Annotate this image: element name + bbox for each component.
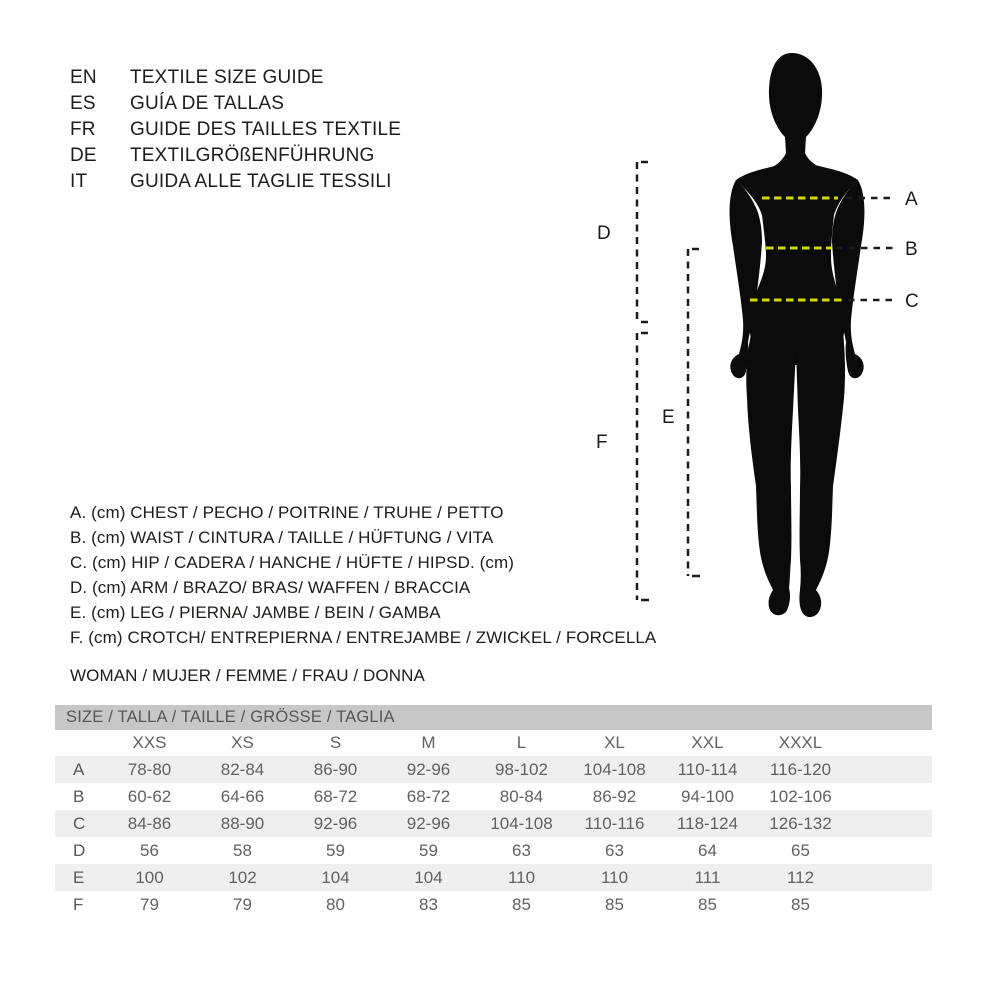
table-cell: 86-92	[592, 786, 637, 806]
language-code: EN	[70, 67, 97, 88]
legend-hip: C. (cm) HIP / CADERA / HANCHE / HÜFTE / HIPSD. (cm)	[70, 553, 514, 572]
row-label: C	[73, 813, 86, 833]
table-cell: 83	[419, 894, 438, 914]
language-row	[70, 169, 401, 195]
table-cell: 56	[140, 840, 159, 860]
size-column-header: XXXL	[778, 733, 823, 752]
leg-label: E	[662, 407, 675, 428]
table-cell: 102	[228, 867, 257, 887]
table-cell: 59	[419, 840, 438, 860]
table-cell: 92-96	[313, 813, 358, 833]
table-cell: 68-72	[406, 786, 451, 806]
waist-label: B	[905, 239, 918, 260]
language-code: ES	[70, 93, 96, 114]
table-cell: 104	[321, 867, 350, 887]
language-title: GUIDE DES TAILLES TEXTILE	[130, 119, 402, 140]
language-row	[70, 143, 401, 169]
table-cell: 85	[698, 894, 717, 914]
table-cell: 64	[698, 840, 717, 860]
table-row-hip	[55, 810, 932, 837]
size-table	[55, 705, 932, 918]
table-row-waist	[55, 783, 932, 810]
legend-arm: D. (cm) ARM / BRAZO/ BRAS/ WAFFEN / BRACCIA	[70, 578, 471, 597]
table-cell: 98-102	[495, 759, 548, 779]
language-row	[70, 65, 401, 91]
table-cell: 92-96	[406, 759, 451, 779]
table-cell: 94-100	[681, 786, 734, 806]
table-cell: 110	[507, 867, 536, 887]
table-cell: 84-86	[127, 813, 172, 833]
size-column-header: XS	[231, 733, 254, 752]
table-cell: 79	[140, 894, 159, 914]
table-cell: 68-72	[313, 786, 358, 806]
legend-leg: E. (cm) LEG / PIERNA/ JAMBE / BEIN / GAMBA	[70, 603, 441, 622]
table-cell: 118-124	[676, 813, 739, 833]
table-cell: 110-114	[677, 759, 738, 779]
table-cell: 111	[694, 867, 721, 887]
silhouette-head	[766, 53, 826, 170]
table-cell: 63	[605, 840, 624, 860]
arm-label: D	[597, 223, 611, 244]
silhouette-legs	[746, 322, 845, 617]
woman-silhouette-icon	[730, 53, 865, 617]
table-cell: 85	[512, 894, 531, 914]
table-cell: 100	[135, 867, 164, 887]
language-title: TEXTILE SIZE GUIDE	[130, 67, 324, 88]
table-cell: 92-96	[406, 813, 451, 833]
table-cell: 88-90	[220, 813, 265, 833]
size-column-header: XXS	[132, 733, 167, 752]
language-row	[70, 91, 401, 117]
table-row-chest	[55, 756, 932, 783]
table-cell: 82-84	[220, 759, 265, 779]
table-cell: 65	[791, 840, 810, 860]
legend-crotch: F. (cm) CROTCH/ ENTREPIERNA / ENTREJAMBE / ZWICKEL / FORCELLA	[70, 628, 657, 647]
table-cell: 104-108	[490, 813, 553, 833]
size-column-header: S	[329, 733, 342, 752]
table-cell: 60-62	[127, 786, 172, 806]
language-title-list	[70, 65, 401, 195]
language-code: FR	[70, 119, 96, 140]
table-cell: 59	[326, 840, 345, 860]
language-title: GUÍA DE TALLAS	[130, 93, 285, 114]
row-label: A	[73, 759, 85, 779]
table-cell: 112	[786, 867, 815, 887]
row-label: D	[73, 840, 86, 860]
hip-label: C	[905, 291, 919, 312]
table-cell: 64-66	[220, 786, 265, 806]
crotch-label: F	[596, 432, 608, 453]
measurement-legend	[70, 500, 656, 650]
table-cell: 63	[512, 840, 531, 860]
legend-waist: B. (cm) WAIST / CINTURA / TAILLE / HÜFTUNG / VITA	[70, 528, 494, 547]
language-title: TEXTILGRÖßENFÜHRUNG	[130, 145, 375, 166]
table-row-arm	[55, 837, 932, 864]
chest-label: A	[905, 189, 918, 210]
table-cell: 110-116	[584, 813, 645, 833]
size-column-header: XL	[604, 733, 625, 752]
legend-chest: A. (cm) CHEST / PECHO / POITRINE / TRUHE / PETTO	[70, 503, 504, 522]
language-code: DE	[70, 145, 97, 166]
size-column-header: M	[421, 733, 436, 752]
table-cell: 79	[233, 894, 252, 914]
table-row-leg	[55, 864, 932, 891]
table-cell: 102-106	[769, 786, 832, 806]
table-cell: 78-80	[127, 759, 172, 779]
table-cell: 104-108	[583, 759, 646, 779]
table-cell: 85	[791, 894, 810, 914]
row-label: B	[73, 786, 85, 806]
language-title: GUIDA ALLE TAGLIE TESSILI	[130, 171, 392, 192]
size-table-title-bar: SIZE / TALLA / TAILLE / GRÖSSE / TAGLIA	[55, 705, 932, 730]
table-cell: 58	[233, 840, 252, 860]
table-cell: 80-84	[499, 786, 544, 806]
size-column-header: L	[516, 733, 527, 752]
table-row-crotch	[55, 891, 932, 918]
table-cell: 104	[414, 867, 443, 887]
gender-heading: WOMAN / MUJER / FEMME / FRAU / DONNA	[70, 666, 425, 685]
table-cell: 110	[600, 867, 629, 887]
table-cell: 116-120	[769, 759, 832, 779]
table-cell: 80	[326, 894, 345, 914]
language-code: IT	[70, 171, 88, 192]
table-cell: 86-90	[313, 759, 358, 779]
language-row	[70, 117, 401, 143]
table-cell: 126-132	[769, 813, 832, 833]
table-cell: 85	[605, 894, 624, 914]
size-column-header: XXL	[691, 733, 724, 752]
size-column-header-row	[55, 730, 932, 756]
row-label: E	[73, 867, 85, 887]
row-label: F	[73, 894, 84, 914]
